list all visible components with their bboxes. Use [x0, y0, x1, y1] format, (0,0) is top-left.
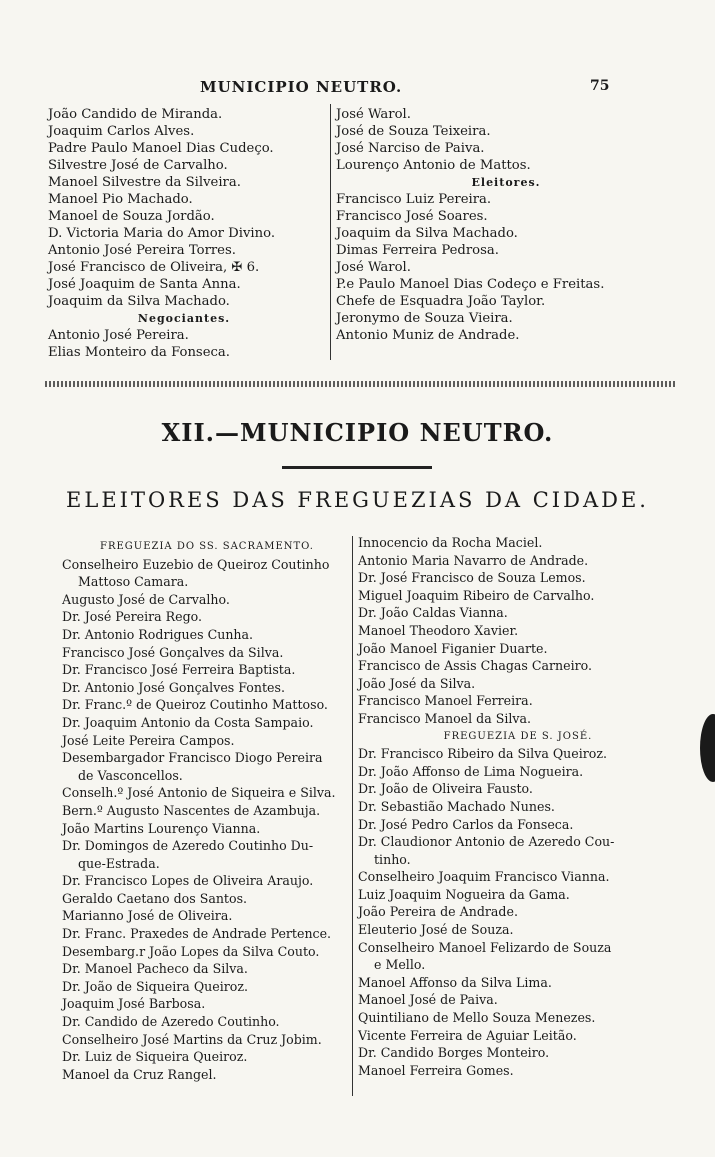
list-item: João Manoel Figanier Duarte.: [358, 640, 548, 656]
list-item: Dr. João Caldas Vianna.: [358, 605, 508, 621]
list-item: João Candido de Miranda.: [48, 107, 223, 122]
page-header: [0, 78, 715, 98]
list-item: Joaquim da Silva Machado.: [336, 226, 518, 241]
list-item: Manoel José de Paiva.: [358, 992, 498, 1008]
list-item: Luiz Joaquim Nogueira da Gama.: [358, 886, 570, 902]
list-item: Francisco José Soares.: [336, 209, 488, 224]
list-item: Dr. Luiz de Siqueira Queiroz.: [62, 1049, 248, 1065]
wavy-divider: [45, 381, 675, 387]
list-item: Dr. Antonio Rodrigues Cunha.: [62, 626, 254, 642]
list-item: Chefe de Esquadra João Taylor.: [336, 294, 546, 309]
list-heading: Negociantes.: [137, 312, 231, 325]
list-item: José Narciso de Paiva.: [336, 141, 485, 156]
list-item: Dr. José Pereira Rego.: [62, 609, 203, 625]
list-item: Quintiliano de Mello Souza Menezes.: [358, 1010, 596, 1026]
bottom-column-rule: [352, 536, 353, 1096]
list-item: Lourenço Antonio de Mattos.: [336, 158, 531, 173]
bottom-left-column: [62, 538, 352, 1083]
list-item: Conselheiro Euzebio de Queiroz Coutinho: [62, 556, 330, 572]
list-item: Francisco Manoel da Silva.: [358, 710, 532, 726]
top-left-column: [48, 106, 320, 361]
list-item: Marianno José de Oliveira.: [62, 908, 233, 924]
list-item: tinho.: [374, 851, 411, 867]
list-item: Jeronymo de Souza Vieira.: [336, 311, 513, 326]
list-item: Dr. Domingos de Azeredo Coutinho Du-: [62, 838, 314, 854]
list-item: Manoel da Cruz Rangel.: [62, 1066, 217, 1082]
list-item: Joaquim da Silva Machado.: [48, 294, 230, 309]
list-item: Dr. Candido Borges Monteiro.: [358, 1045, 550, 1061]
bottom-right-column: [358, 534, 678, 1079]
list-item: Francisco Luiz Pereira.: [336, 192, 492, 207]
list-item: Dr. Sebastião Machado Nunes.: [358, 798, 555, 814]
list-item: Augusto José de Carvalho.: [62, 591, 230, 607]
list-item: Padre Paulo Manoel Dias Cudeço.: [48, 141, 274, 156]
list-heading: FREGUEZIA DE S. JOSÉ.: [443, 730, 593, 742]
list-item: Geraldo Caetano dos Santos.: [62, 890, 248, 906]
list-item: Manoel Silvestre da Silveira.: [48, 175, 241, 190]
list-item: Conselheiro José Martins da Cruz Jobim.: [62, 1031, 322, 1047]
list-item: que-Estrada.: [78, 855, 160, 871]
list-item: Antonio Muniz de Andrade.: [336, 328, 520, 343]
list-item: de Vasconcellos.: [78, 767, 183, 783]
list-item: Dr. Manoel Pacheco da Silva.: [62, 961, 248, 977]
list-item: Manoel de Souza Jordão.: [48, 209, 215, 224]
list-item: Dr. Antonio José Gonçalves Fontes.: [62, 679, 285, 695]
list-item: P.e Paulo Manoel Dias Codeço e Freitas.: [336, 277, 605, 292]
list-item: João Pereira de Andrade.: [358, 904, 518, 920]
list-item: Antonio José Pereira.: [48, 328, 189, 343]
list-item: D. Victoria Maria do Amor Divino.: [48, 226, 276, 241]
list-item: Dr. João de Oliveira Fausto.: [358, 781, 533, 797]
section-rule: [282, 466, 432, 469]
list-item: Francisco José Gonçalves da Silva.: [62, 644, 284, 660]
list-item: João Martins Lourenço Vianna.: [62, 820, 261, 836]
list-heading: FREGUEZIA DO SS. SACRAMENTO.: [100, 541, 314, 552]
list-item: Conselh.º José Antonio de Siqueira e Silva.: [62, 785, 336, 801]
list-item: Dr. Francisco Ribeiro da Silva Queiroz.: [358, 746, 607, 762]
list-item: Dr. Francisco Lopes de Oliveira Araujo.: [62, 873, 314, 889]
section-title: XII.—MUNICIPIO NEUTRO.: [161, 418, 554, 447]
list-item: Francisco Manoel Ferreira.: [358, 693, 533, 709]
list-item: Vicente Ferreira de Aguiar Leitão.: [358, 1027, 577, 1043]
list-item: Conselheiro Joaquim Francisco Vianna.: [358, 869, 610, 885]
list-item: Dr. Joaquim Antonio da Costa Sampaio.: [62, 714, 314, 730]
list-item: Dr. Claudionor Antonio de Azeredo Cou-: [358, 834, 615, 850]
list-item: Dimas Ferreira Pedrosa.: [336, 243, 499, 258]
list-item: José Warol.: [336, 107, 411, 122]
list-item: Elias Monteiro da Fonseca.: [48, 345, 230, 360]
list-item: Joaquim José Barbosa.: [62, 996, 206, 1012]
list-item: Miguel Joaquim Ribeiro de Carvalho.: [358, 587, 595, 603]
list-item: Dr. Franc. Praxedes de Andrade Pertence.: [62, 926, 332, 942]
top-right-column: [336, 106, 676, 344]
list-item: Manoel Affonso da Silva Lima.: [358, 974, 552, 990]
list-item: José Leite Pereira Campos.: [62, 732, 235, 748]
list-item: Manoel Theodoro Xavier.: [358, 622, 519, 638]
list-heading: Eleitores.: [471, 176, 541, 189]
list-item: Innocencio da Rocha Maciel.: [358, 535, 543, 550]
list-item: José Warol.: [336, 260, 411, 275]
list-item: Mattoso Camara.: [78, 574, 189, 590]
ink-blot: [700, 714, 715, 782]
running-title: MUNICIPIO NEUTRO.: [200, 78, 403, 96]
section-subtitle: ELEITORES DAS FREGUEZIAS DA CIDADE.: [66, 488, 649, 512]
list-item: Desembargador Francisco Diogo Pereira: [62, 750, 323, 766]
list-item: Antonio José Pereira Torres.: [48, 243, 236, 258]
list-item: Dr. Francisco José Ferreira Baptista.: [62, 662, 296, 678]
page-number: 75: [590, 78, 610, 94]
list-item: José de Souza Teixeira.: [336, 124, 491, 139]
list-item: Eleuterio José de Souza.: [358, 922, 514, 938]
list-item: José Joaquim de Santa Anna.: [48, 277, 241, 292]
list-item: Dr. Franc.º de Queiroz Coutinho Mattoso.: [62, 697, 328, 713]
list-item: Bern.º Augusto Nascentes de Azambuja.: [62, 802, 321, 818]
list-item: Silvestre José de Carvalho.: [48, 158, 228, 173]
list-item: Dr. João de Siqueira Queiroz.: [62, 978, 248, 994]
list-item: Antonio Maria Navarro de Andrade.: [358, 552, 589, 568]
list-item: Desembarg.r João Lopes da Silva Couto.: [62, 943, 320, 959]
list-item: Conselheiro Manoel Felizardo de Souza: [358, 939, 612, 955]
list-item: Manoel Ferreira Gomes.: [358, 1062, 514, 1078]
list-item: José Francisco de Oliveira, ✠ 6.: [48, 260, 260, 275]
list-item: Dr. José Pedro Carlos da Fonseca.: [358, 816, 574, 832]
list-item: Joaquim Carlos Alves.: [48, 124, 195, 139]
list-item: Manoel Pio Machado.: [48, 192, 193, 207]
list-item: Francisco de Assis Chagas Carneiro.: [358, 658, 593, 674]
list-item: Dr. Candido de Azeredo Coutinho.: [62, 1014, 280, 1030]
list-item: Dr. João Affonso de Lima Nogueira.: [358, 763, 584, 779]
list-item: e Mello.: [374, 957, 426, 973]
list-item: Dr. José Francisco de Souza Lemos.: [358, 570, 586, 586]
list-item: João José da Silva.: [358, 675, 476, 691]
top-column-rule: [330, 104, 331, 360]
